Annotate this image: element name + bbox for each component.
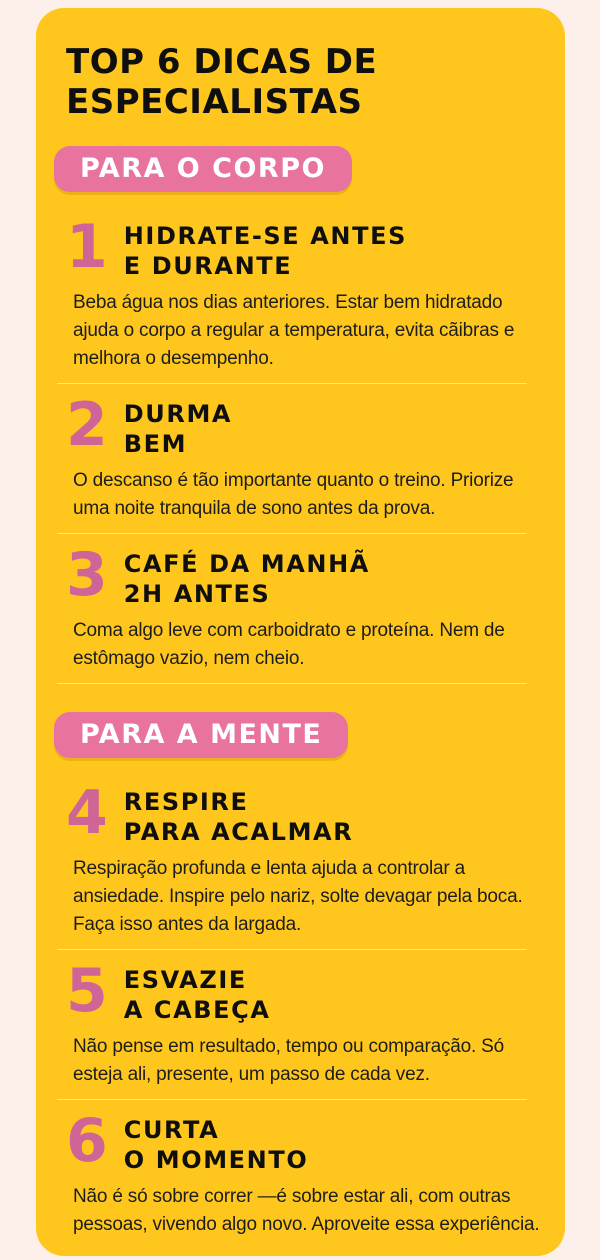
tip-number: 4: [66, 778, 108, 848]
section-mente: [66, 698, 545, 1239]
section-badge-mente: PARA A MENTE: [54, 712, 348, 758]
infographic-card: [36, 8, 565, 1256]
tip-item-6: [66, 1106, 545, 1239]
tip-number: 2: [66, 390, 108, 460]
tip-body: Coma algo leve com carboidrato e proteína. Nem de estômago vazio, nem cheio.: [73, 620, 505, 669]
tip-body: O descanso é tão importante quanto o treino. Priorize uma noite tranquila de sono antes da prova.: [73, 470, 514, 519]
divider: [57, 1099, 527, 1100]
tip-heading-line1: CAFÉ DA MANHÃ: [123, 550, 370, 578]
tip-heading-line2: O MOMENTO: [123, 1146, 309, 1174]
tip-heading: [124, 548, 370, 609]
tip-heading: [124, 398, 232, 459]
tip-item-1: [66, 212, 545, 384]
tip-header: [66, 1106, 545, 1176]
tip-heading-line1: HIDRATE-SE ANTES: [123, 222, 407, 250]
tip-number: 1: [66, 212, 108, 282]
divider: [57, 949, 527, 950]
tip-heading-line1: CURTA: [123, 1116, 220, 1144]
tip-item-2: [66, 390, 545, 534]
tip-body: Não pense em resultado, tempo ou comparação. Só esteja ali, presente, um passo de cada vez.: [73, 1036, 505, 1085]
divider: [57, 683, 527, 684]
section-badge-corpo: PARA O CORPO: [54, 146, 352, 192]
tip-item-5: [66, 956, 545, 1100]
tip-body: Beba água nos dias anteriores. Estar bem hidratado ajuda o corpo a regular a temperatura, evita cãibras e melhora o desempenho.: [73, 292, 515, 369]
tip-item-3: [66, 540, 545, 684]
tip-heading-line1: DURMA: [123, 400, 233, 428]
tip-body: Não é só sobre correr —é sobre estar ali, com outras pessoas, vivendo algo novo. Aproveite essa experiência.: [73, 1186, 540, 1235]
tip-header: [66, 956, 545, 1026]
tip-header: [66, 212, 545, 282]
tip-heading: [124, 1114, 309, 1175]
tip-number: 3: [66, 540, 108, 610]
divider: [57, 533, 527, 534]
tip-header: [66, 778, 545, 848]
tip-heading-line2: E DURANTE: [123, 252, 293, 280]
tip-heading-line2: PARA ACALMAR: [123, 818, 354, 846]
tip-heading-line2: BEM: [123, 430, 188, 458]
tip-heading: [124, 964, 271, 1025]
page-title-line2: ESPECIALISTAS: [66, 82, 363, 122]
tip-number: 6: [66, 1106, 108, 1176]
tip-heading: [124, 220, 407, 281]
tip-heading-line2: A CABEÇA: [123, 996, 271, 1024]
tip-heading-line2: 2H ANTES: [123, 580, 271, 608]
divider: [57, 383, 527, 384]
tip-number: 5: [66, 956, 108, 1026]
tip-item-4: [66, 778, 545, 950]
tip-heading-line1: ESVAZIE: [123, 966, 247, 994]
tip-header: [66, 390, 545, 460]
section-body: [66, 146, 545, 684]
tip-header: [66, 540, 545, 610]
tip-heading-line1: RESPIRE: [123, 788, 249, 816]
page-title: [66, 42, 545, 122]
tip-body: Respiração profunda e lenta ajuda a controlar a ansiedade. Inspire pelo nariz, solte devagar pela boca. Faça isso antes da largada.: [73, 858, 523, 935]
page-title-line1: TOP 6 DICAS DE: [66, 42, 378, 82]
tip-heading: [124, 786, 354, 847]
